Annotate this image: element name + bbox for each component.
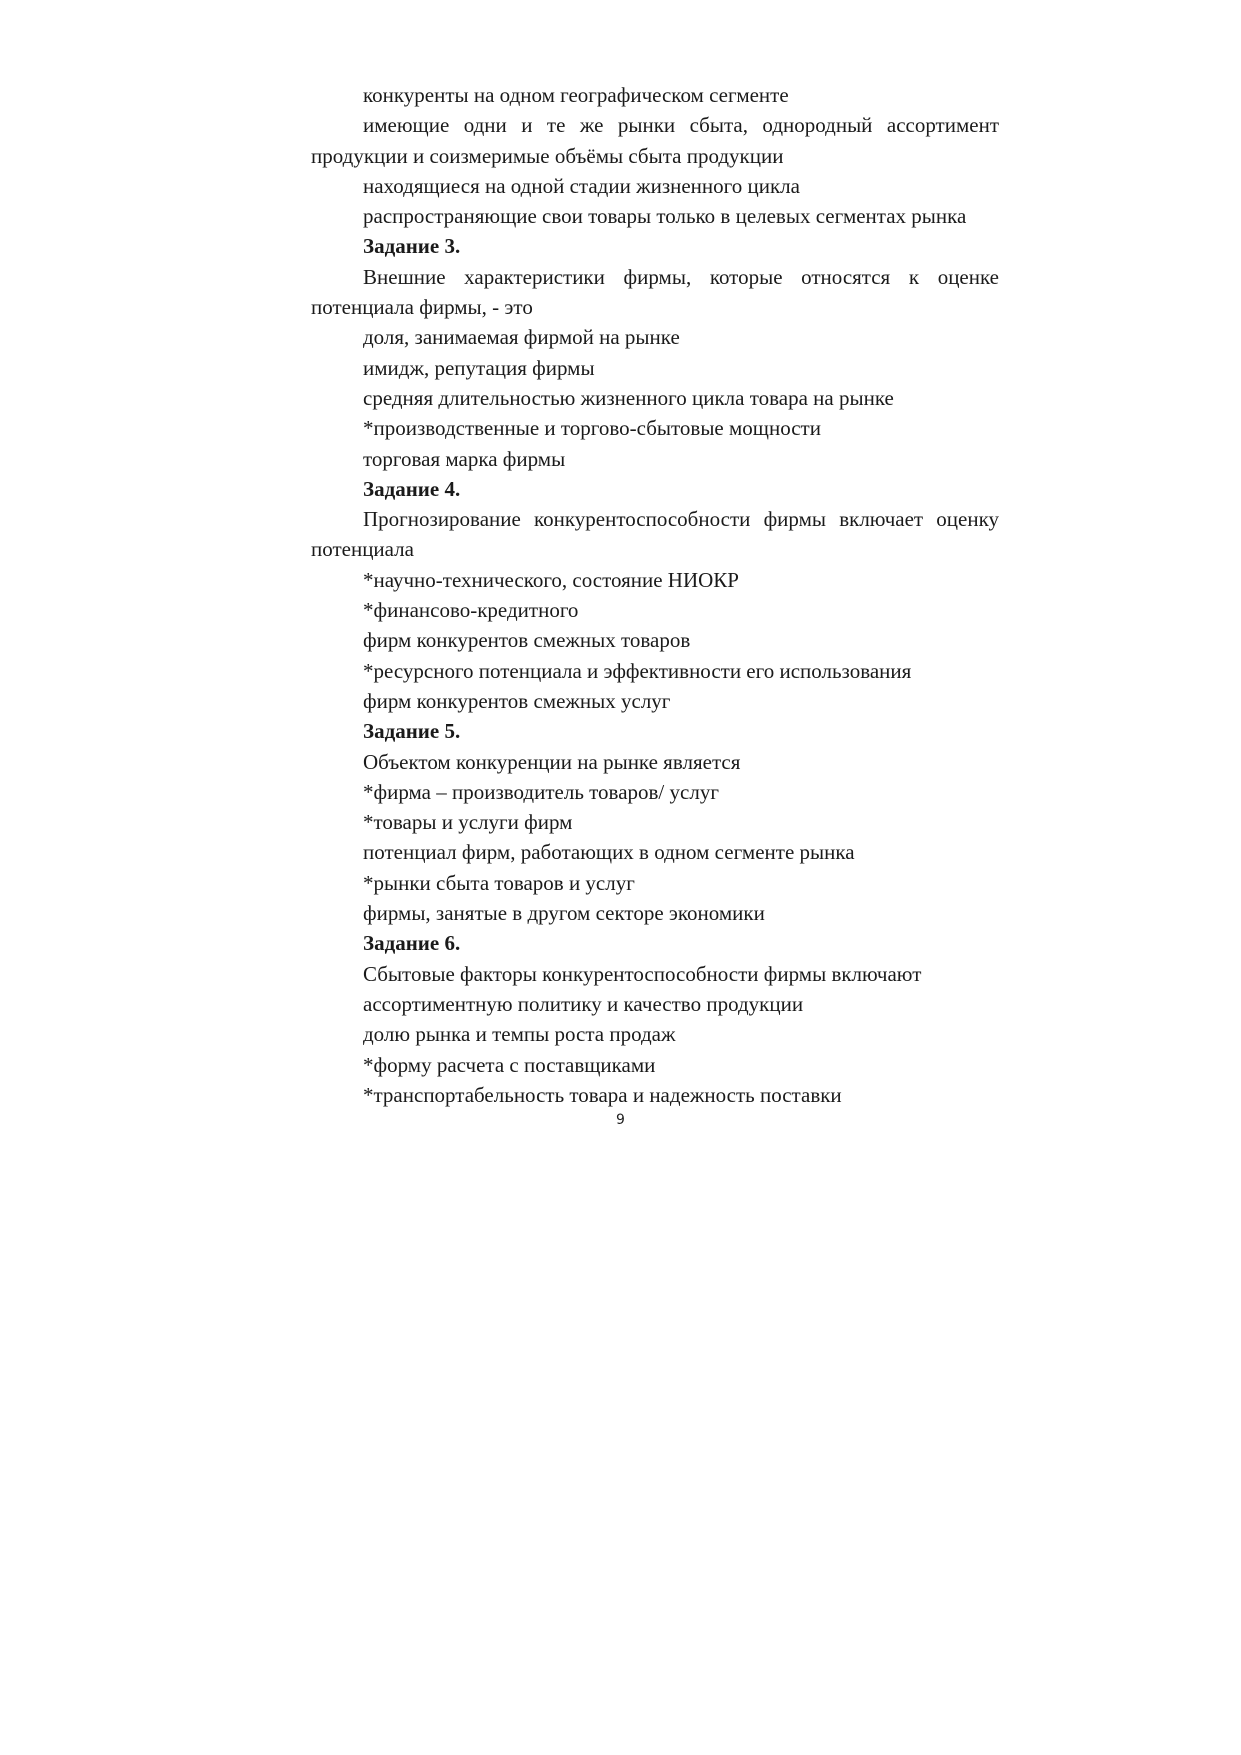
text-line: Объектом конкуренции на рынке является [363,749,741,774]
task-heading: Задание 3. [363,234,461,259]
text-line: фирм конкурентов смежных товаров [363,628,691,653]
text-line: доля, занимаемая фирмой на рынке [363,325,680,350]
question-paragraph: Прогнозирование конкурентоспособности фирмы включает оценку потенциала [311,507,999,562]
text-line: Сбытовые факторы конкурентоспособности фирмы включают [363,961,922,986]
text-line: конкуренты на одном географическом сегменте [363,83,789,107]
text-line: находящиеся на одной стадии жизненного цикла [363,173,800,198]
text-line: *ресурсного потенциала и эффективности его использования [363,658,912,683]
document-body [311,80,999,1110]
task-heading: Задание 4. [363,476,461,501]
text-line: фирмы, занятые в другом секторе экономики [363,901,765,926]
text-line: распространяющие свои товары только в целевых сегментах рынка [363,204,967,229]
text-line: *фирма – производитель товаров/ услуг [363,779,719,804]
text-line: средняя длительностью жизненного цикла товара на рынке [363,385,894,410]
text-line: *научно-технического, состояние НИОКР [363,567,739,592]
text-line: *рынки сбыта товаров и услуг [363,870,635,895]
text-line: фирм конкурентов смежных услуг [363,688,671,713]
text-line: *производственные и торгово-сбытовые мощности [363,416,821,441]
text-line: *товары и услуги фирм [363,810,573,835]
page-number: 9 [616,1112,625,1128]
text-line: потенциал фирм, работающих в одном сегменте рынка [363,840,855,865]
text-line: имидж, репутация фирмы [363,355,595,380]
question-paragraph: Внешние характеристики фирмы, которые относятся к оценке потенциала фирмы, - это [311,264,999,320]
text-line: *транспортабельность товара и надежность поставки [363,1082,842,1107]
text-line: *форму расчета с поставщиками [363,1052,656,1077]
text-line: ассортиментную политику и качество продукции [363,991,804,1016]
task-heading: Задание 5. [363,719,461,744]
question-paragraph: имеющие одни и те же рынки сбыта, однородный ассортимент продукции и соизмеримые объёмы сбыта продукции [311,113,999,168]
text-line: торговая марка фирмы [363,446,566,471]
text-line: *финансово-кредитного [363,598,579,623]
text-line: долю рынка и темпы роста продаж [363,1022,676,1047]
task-heading: Задание 6. [363,931,461,956]
